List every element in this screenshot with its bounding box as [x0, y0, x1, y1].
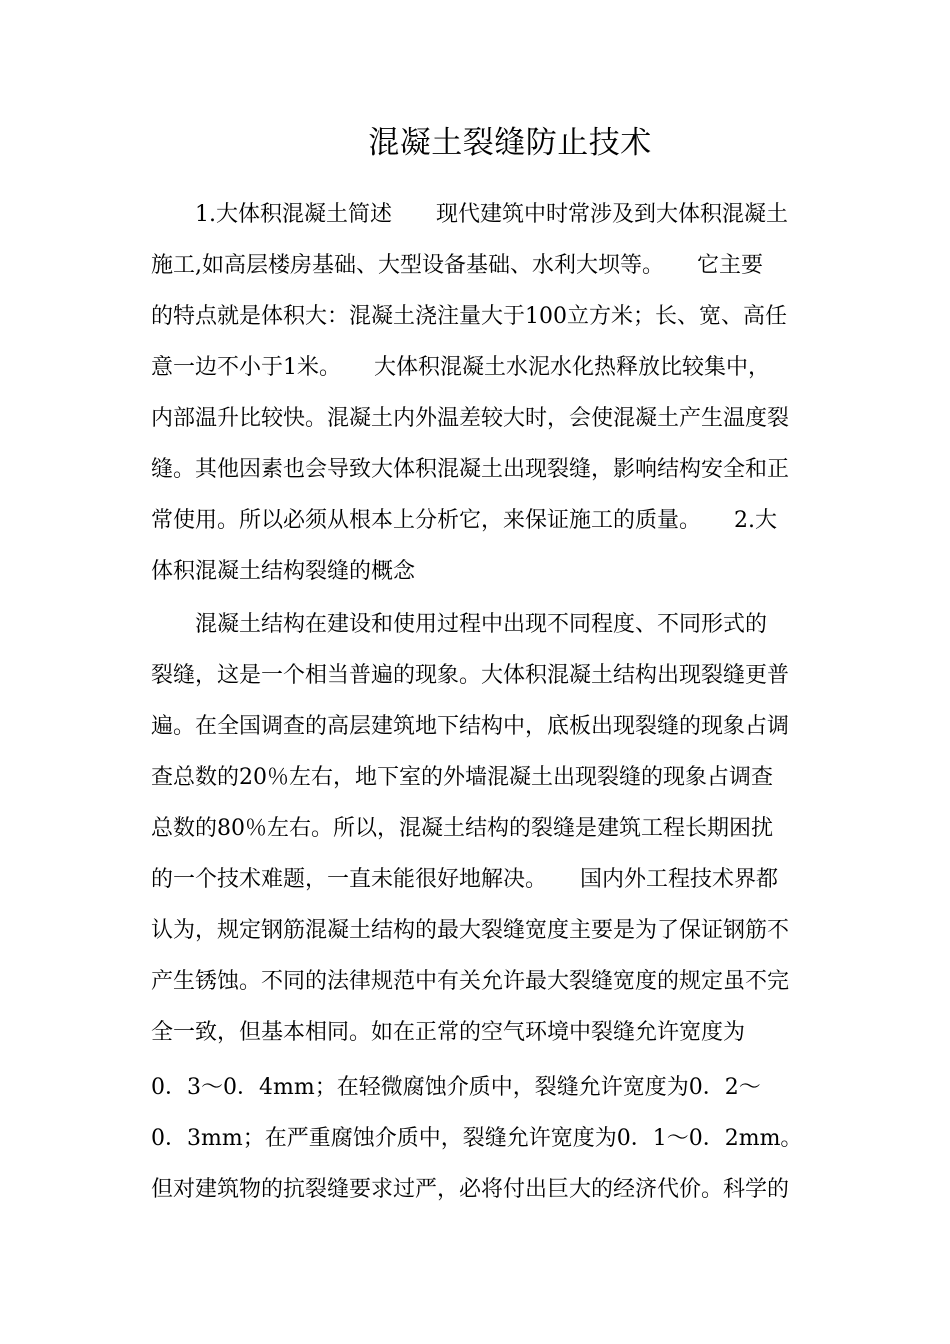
body-line: 内部温升比较快。混凝土内外温差较大时，会使混凝土产生温度裂: [151, 406, 790, 431]
body-line: 施工,如高层楼房基础、大型设备基础、水利大坝等。 它主要: [151, 253, 763, 278]
body-line: 裂缝，这是一个相当普遍的现象。大体积混凝土结构出现裂缝更普: [151, 663, 790, 688]
body-line: 但对建筑物的抗裂缝要求过严，必将付出巨大的经济代价。科学的: [151, 1177, 790, 1202]
body-line: 0．3～0．4mm；在轻微腐蚀介质中，裂缝允许宽度为0．2～: [151, 1075, 761, 1100]
body-line: 遍。在全国调查的高层建筑地下结构中，底板出现裂缝的现象占调: [151, 714, 790, 739]
body-line: 1.大体积混凝土简述 现代建筑中时常涉及到大体积混凝土: [151, 202, 788, 227]
body-line: 混凝土结构在建设和使用过程中出现不同程度、不同形式的: [151, 612, 768, 637]
document-title: 混凝土裂缝防止技术: [368, 125, 652, 161]
body-line: 体积混凝土结构裂缝的概念: [151, 559, 416, 584]
body-line: 认为，规定钢筋混凝土结构的最大裂缝宽度主要是为了保证钢筋不: [151, 918, 790, 943]
body-line: 的特点就是体积大：混凝土浇注量大于100立方米；长、宽、高任: [151, 304, 787, 329]
body-line: 总数的80％左右。所以，混凝土结构的裂缝是建筑工程长期困扰: [151, 816, 773, 841]
body-line: 的一个技术难题，一直未能很好地解决。 国内外工程技术界都: [151, 867, 779, 892]
body-line: 0．3mm；在严重腐蚀介质中，裂缝允许宽度为0．1～0．2mm。: [151, 1126, 803, 1151]
body-line: 意一边不小于1米。 大体积混凝土水泥水化热释放比较集中，: [151, 355, 770, 380]
body-line: 查总数的20％左右，地下室的外墙混凝土出现裂缝的现象占调查: [151, 765, 773, 790]
body-line: 产生锈蚀。不同的法律规范中有关允许最大裂缝宽度的规定虽不完: [151, 969, 790, 994]
body-line: 常使用。所以必须从根本上分析它，来保证施工的质量。 2.大: [151, 508, 777, 533]
body-line: 全一致，但基本相同。如在正常的空气环境中裂缝允许宽度为: [151, 1020, 746, 1045]
body-line: 缝。其他因素也会导致大体积混凝土出现裂缝，影响结构安全和正: [151, 457, 790, 482]
